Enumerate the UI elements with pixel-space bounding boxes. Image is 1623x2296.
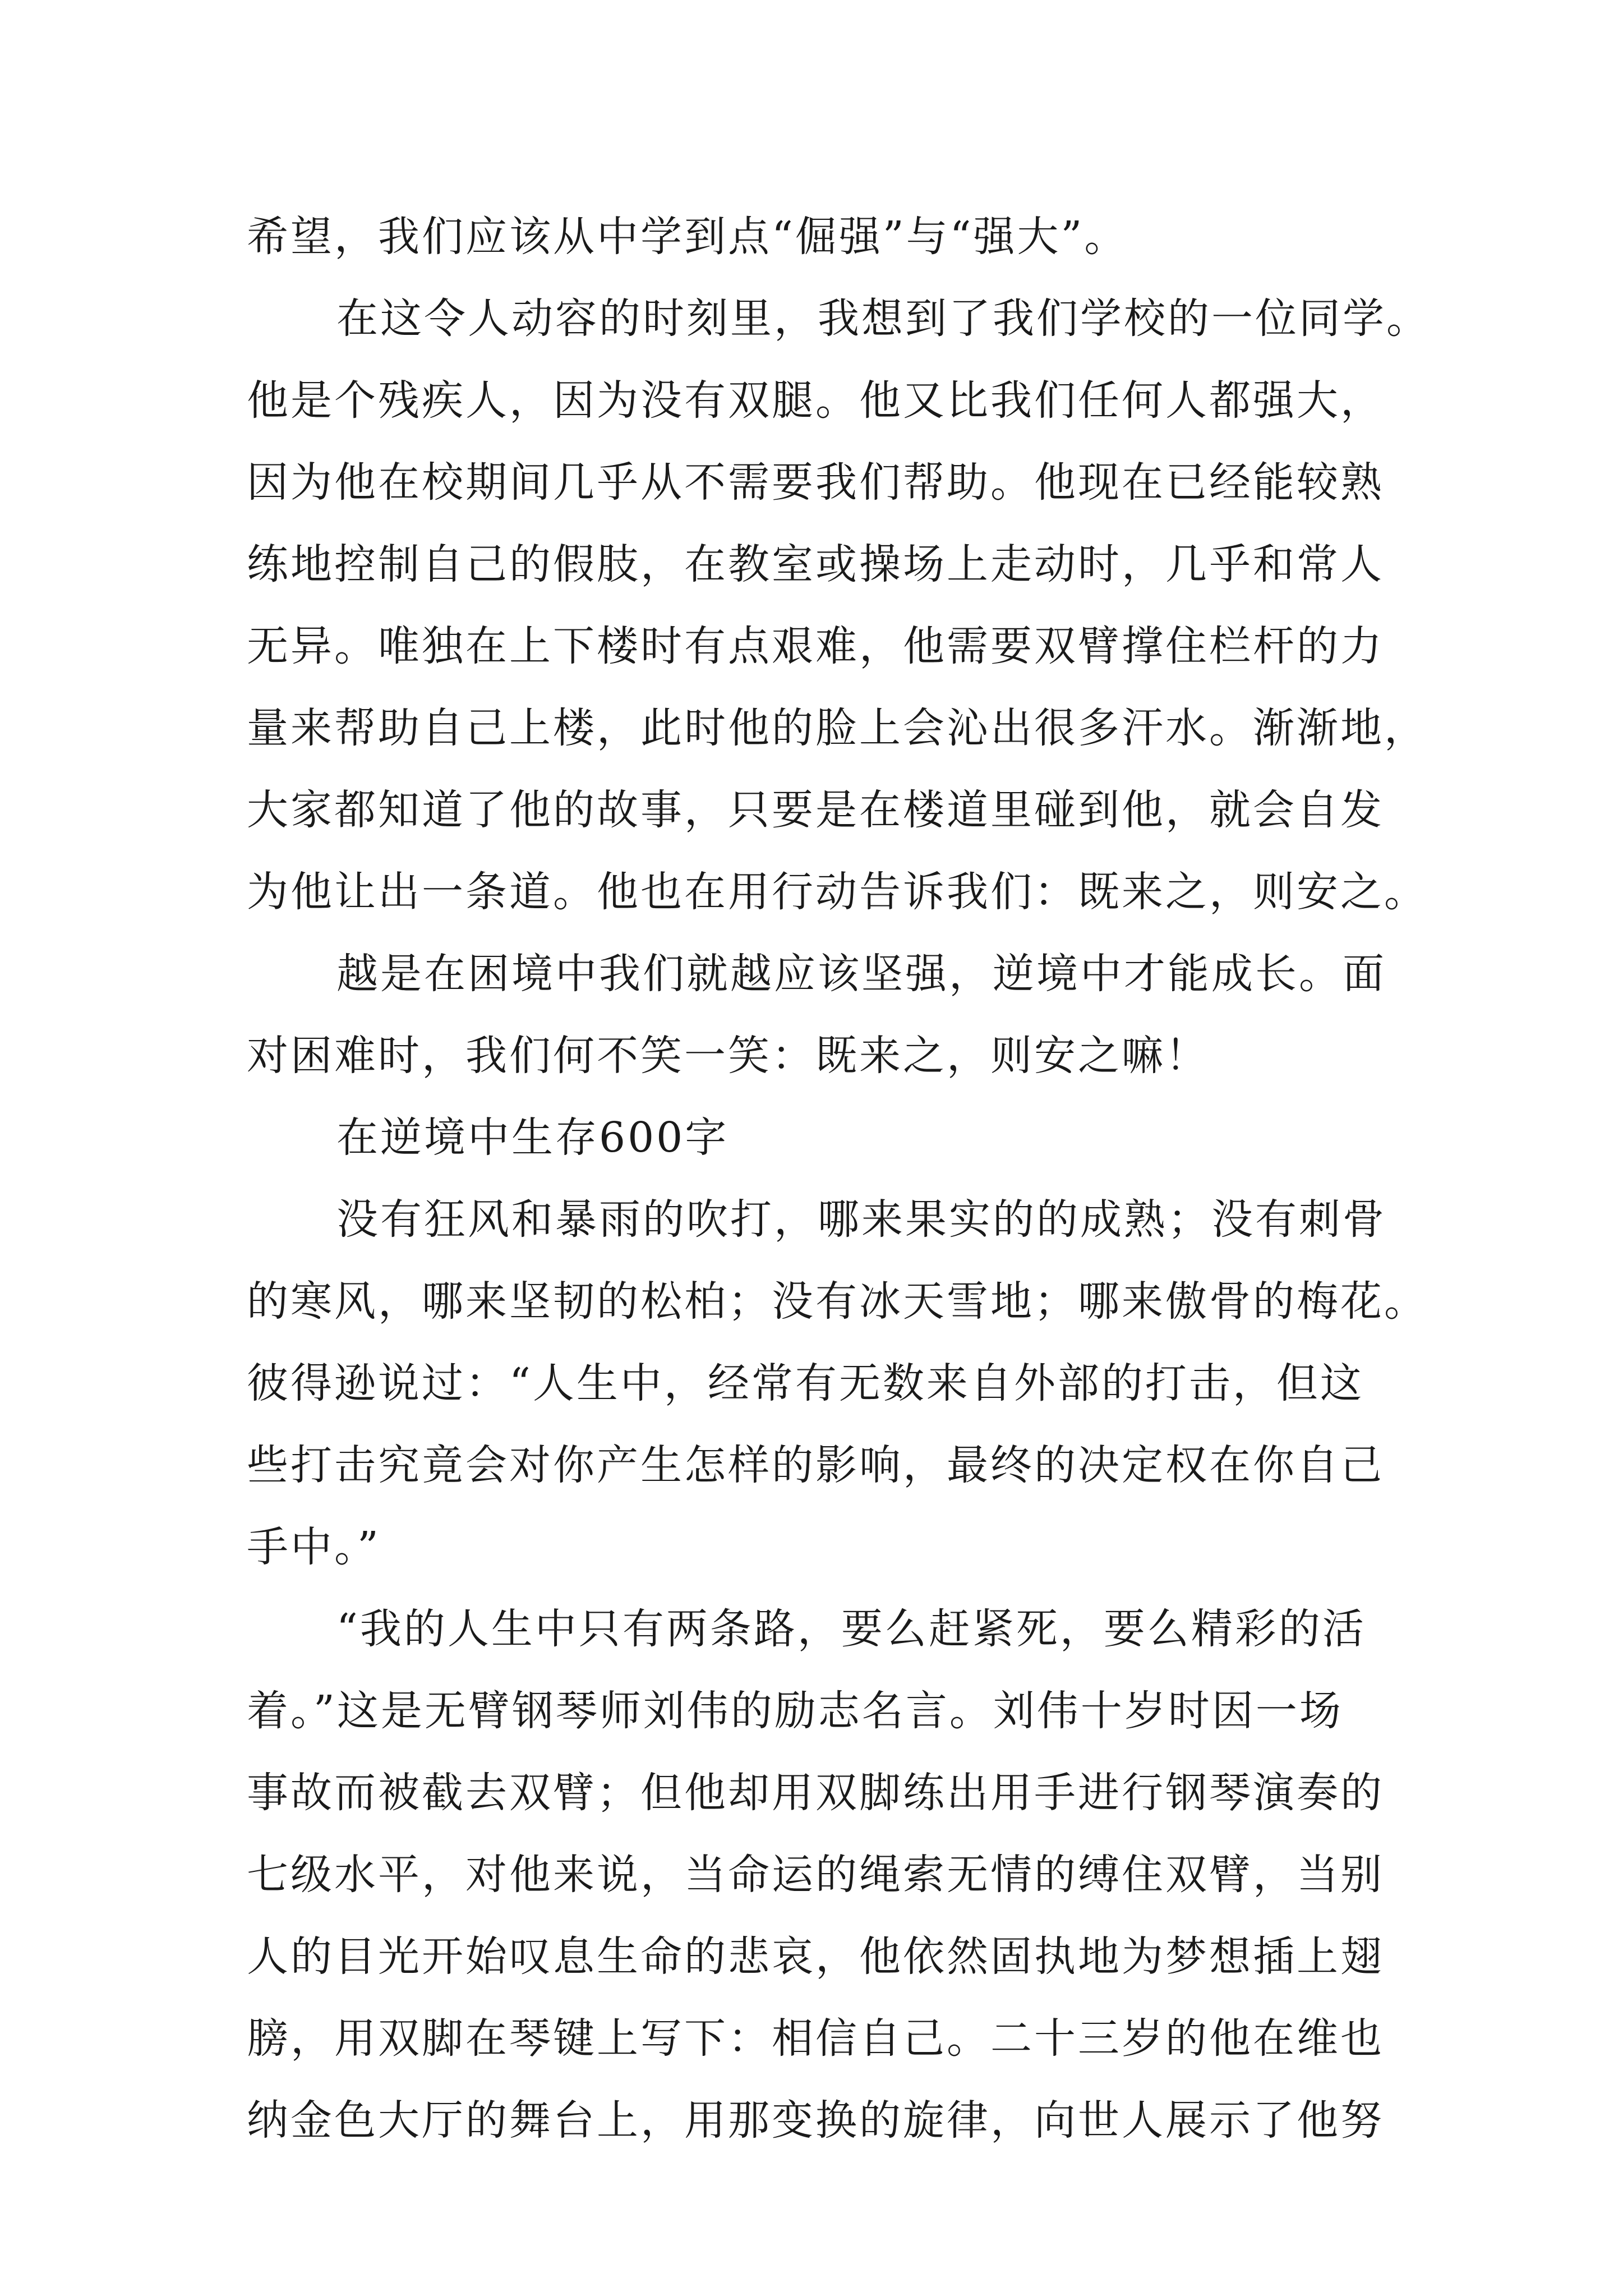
text-line: 人的目光开始叹息生命的悲哀，他依然固执地为梦想插上翅: [247, 1932, 1384, 1981]
text-line: 着。”这是无臂钢琴师刘伟的励志名言。刘伟十岁时因一场: [247, 1687, 1343, 1735]
text-line: 的寒风，哪来坚韧的松柏；没有冰天雪地；哪来傲骨的梅花。: [247, 1277, 1428, 1326]
text-line: 手中。”: [247, 1523, 381, 1571]
text-line: 为他让出一条道。他也在用行动告诉我们：既来之，则安之。: [247, 868, 1428, 916]
text-line: 膀，用双脚在琴键上写下：相信自己。二十三岁的他在维也: [247, 2014, 1384, 2063]
text-line: 练地控制自己的假肢，在教室或操场上走动时，几乎和常人: [247, 540, 1384, 588]
text-line: 事故而被截去双臂；但他却用双脚练出用手进行钢琴演奏的: [247, 1769, 1384, 1817]
text-line: 因为他在校期间几乎从不需要我们帮助。他现在已经能较熟: [247, 458, 1384, 507]
paragraph-start-line: 在这令人动容的时刻里，我想到了我们学校的一位同学。: [336, 295, 1430, 343]
text-line: 无异。唯独在上下楼时有点艰难，他需要双臂撑住栏杆的力: [247, 622, 1384, 670]
text-line: 希望，我们应该从中学到点“倔强”与“强大”。: [247, 213, 1128, 261]
text-line: 量来帮助自己上楼，此时他的脸上会沁出很多汗水。渐渐地，: [247, 704, 1428, 752]
text-line: 他是个残疾人，因为没有双腿。他又比我们任何人都强大，: [247, 376, 1384, 425]
text-line: 对困难时，我们何不笑一笑：既来之，则安之嘛！: [247, 1032, 1209, 1080]
text-line: 纳金色大厅的舞台上，用那变换的旋律，向世人展示了他努: [247, 2096, 1384, 2145]
text-line: 七级水平，对他来说，当命运的绳索无情的缚住双臂，当别: [247, 1851, 1384, 1899]
text-line: 彼得逊说过：“人生中，经常有无数来自外部的打击，但这: [247, 1359, 1364, 1407]
text-line: 些打击究竟会对你产生怎样的影响，最终的决定权在你自己: [247, 1441, 1384, 1489]
paragraph-start-line: 越是在困境中我们就越应该坚强，逆境中才能成长。面: [336, 950, 1386, 998]
paragraph-start-line: 没有狂风和暴雨的吹打，哪来果实的的成熟；没有刺骨: [336, 1195, 1386, 1244]
section-heading: 在逆境中生存600字: [336, 1114, 729, 1162]
text-line: 大家都知道了他的故事，只要是在楼道里碰到他，就会自发: [247, 786, 1384, 834]
paragraph-start-line: “我的人生中只有两条路，要么赶紧死，要么精彩的活: [336, 1605, 1366, 1653]
